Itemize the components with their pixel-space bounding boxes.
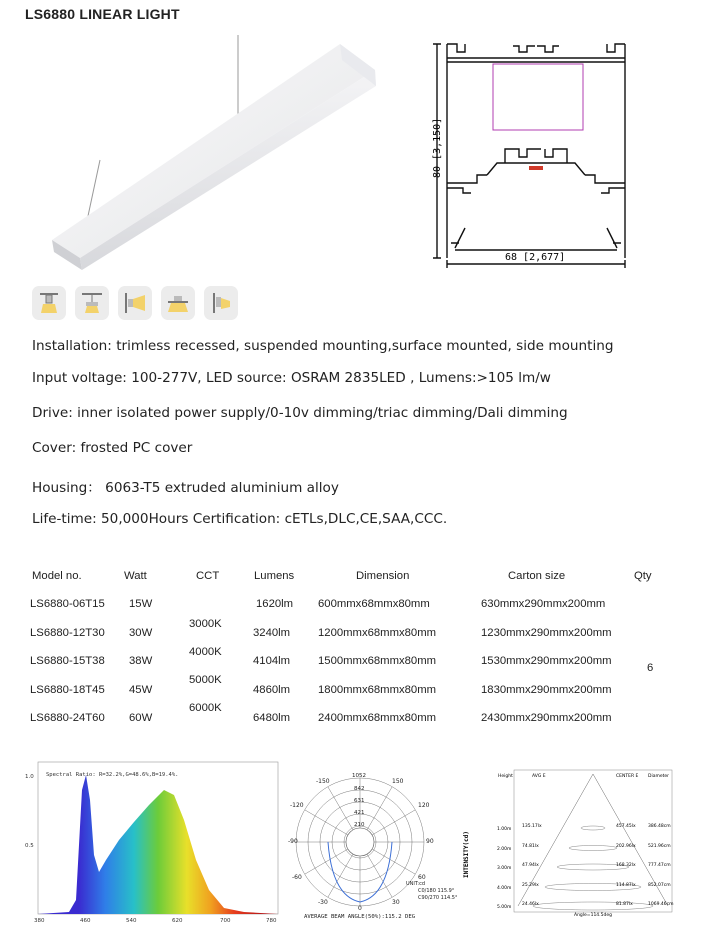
cone-row2-center: 202.96lx [616, 844, 636, 849]
cone-row2-dia: 521.96cm [648, 844, 671, 849]
th-cct: CCT [196, 570, 220, 582]
cone-row1-center: 457.45lx [616, 824, 636, 829]
cone-row4-height: 4.00m [497, 886, 512, 891]
angle-label-30: 30 [392, 899, 400, 906]
y-label-1: 1.0 [25, 774, 34, 780]
th-dimension: Dimension [356, 570, 410, 582]
ring-label-842: 842 [354, 786, 365, 792]
angle-label-150: 150 [392, 778, 404, 785]
row3-dimension: 1500mmx68mmx80mm [318, 655, 437, 667]
polar-unit: UNIT:cd [406, 881, 425, 887]
spec-lifetime: Life-time: 50,000Hours Certification: cETLs,DLC,CE,SAA,CCC. [32, 511, 448, 527]
surface-mount-icon [161, 286, 195, 320]
cone-row5-center: 81.87lx [616, 902, 633, 907]
profile-cross-section-drawing [425, 38, 645, 270]
angle-label-neg60: -60 [292, 874, 302, 881]
side-wall-mount-icon [204, 286, 238, 320]
cone-header-height: Height [498, 774, 513, 779]
row4-lumens: 4860lm [253, 684, 291, 696]
row5-dimension: 2400mmx68mmx80mm [318, 712, 437, 724]
side-mount-icon [118, 286, 152, 320]
cct-3000k: 3000K [189, 618, 222, 630]
row1-lumens: 1620lm [256, 598, 294, 610]
row1-model: LS6880-06T15 [30, 598, 105, 610]
angle-label-neg150: -150 [316, 778, 330, 785]
spectrum-chart [24, 760, 282, 926]
row1-dimension: 600mmx68mmx80mm [318, 598, 430, 610]
angle-label-0: 0 [358, 905, 362, 912]
row2-watt: 30W [129, 627, 153, 639]
cct-6000k: 6000K [189, 702, 222, 714]
angle-label-neg30: -30 [318, 899, 328, 906]
ring-label-631: 631 [354, 798, 365, 804]
spectral-ratio-text: Spectral Ratio: R=32.2%,G=48.6%,B=19.4%. [46, 772, 179, 778]
th-qty: Qty [634, 570, 652, 582]
cone-row5-avg: 24.46lx [522, 902, 539, 907]
row4-carton: 1830mmx290mmx200mm [481, 684, 612, 696]
spec-cover: Cover: frosted PC cover [32, 440, 193, 456]
spec-housing: Housing： 6063-T5 extruded aluminium alloy [32, 480, 339, 496]
cone-row4-avg: 25.29lx [522, 883, 539, 888]
ring-label-421: 421 [354, 810, 365, 816]
ring-label-210: 210 [354, 822, 365, 828]
cone-row3-avg: 47.94lx [522, 863, 539, 868]
y-label-05: 0.5 [25, 843, 34, 849]
row5-carton: 2430mmx290mmx200mm [481, 712, 612, 724]
cone-row1-height: 1.00m [497, 827, 512, 832]
row3-watt: 38W [129, 655, 153, 667]
angle-label-neg90: -90 [288, 838, 298, 845]
cone-header-avg: AVG E [532, 774, 546, 779]
qty-value: 6 [647, 662, 654, 674]
cct-4000k: 4000K [189, 646, 222, 658]
spec-installation: Installation: trimless recessed, suspended mounting,surface mounted, side mounting [32, 338, 614, 354]
spec-input: Input voltage: 100-277V, LED source: OSRAM 2835LED , Lumens:>105 lm/w [32, 370, 551, 386]
cone-header-center: CENTER E [616, 774, 639, 779]
page-title: LS6880 LINEAR LIGHT [25, 6, 180, 22]
angle-label-120: 120 [418, 802, 430, 809]
row4-model: LS6880-18T45 [30, 684, 105, 696]
th-carton: Carton size [508, 570, 566, 582]
height-dimension-label: 80 [3,150] [432, 117, 443, 178]
row3-carton: 1530mmx290mmx200mm [481, 655, 612, 667]
row3-lumens: 4104lm [253, 655, 291, 667]
cone-header-diameter: Diameter [648, 774, 670, 779]
mounting-icons [32, 286, 238, 320]
row3-model: LS6880-15T38 [30, 655, 105, 667]
beam-angle-text: AVERAGE BEAM ANGLE(50%):115.2 DEG [304, 914, 416, 920]
product-photo [40, 30, 400, 280]
row2-dimension: 1200mmx68mmx80mm [318, 627, 437, 639]
row2-lumens: 3240lm [253, 627, 291, 639]
x-label-620: 620 [172, 918, 183, 924]
x-label-780: 780 [266, 918, 277, 924]
cone-row4-dia: 852.07cm [648, 883, 671, 888]
cone-row2-avg: 74.81lx [522, 844, 539, 849]
row1-watt: 15W [129, 598, 153, 610]
cone-angle: Angle=114.5deg [574, 913, 612, 918]
cone-row5-dia: 1069.46cm [648, 902, 674, 907]
th-watt: Watt [124, 570, 147, 582]
row4-dimension: 1800mmx68mmx80mm [318, 684, 437, 696]
row5-watt: 60W [129, 712, 153, 724]
cone-row2-height: 2.00m [497, 847, 512, 852]
angle-label-60: 60 [418, 874, 426, 881]
cone-row1-dia: 386.48cm [648, 824, 671, 829]
polar-intensity-chart [288, 768, 478, 920]
cone-row4-center: 114.87lx [616, 883, 636, 888]
x-label-700: 700 [220, 918, 231, 924]
row2-carton: 1230mmx290mmx200mm [481, 627, 612, 639]
spec-drive: Drive: inner isolated power supply/0-10v dimming/triac dimming/Dali dimming [32, 405, 568, 421]
legend-c0: C0/180 115.9° [418, 888, 455, 894]
illuminance-cone-chart [496, 766, 676, 918]
cone-row3-dia: 777.47cm [648, 863, 671, 868]
row4-watt: 45W [129, 684, 153, 696]
th-model: Model no. [32, 570, 82, 582]
cone-row3-height: 3.00m [497, 866, 512, 871]
row1-carton: 630mmx290mmx200mm [481, 598, 606, 610]
angle-label-90: 90 [426, 838, 434, 845]
cct-5000k: 5000K [189, 674, 222, 686]
width-dimension-label: 68 [2,677] [505, 252, 566, 263]
cone-row1-avg: 135.17lx [522, 824, 542, 829]
suspended-mount-icon [75, 286, 109, 320]
row5-lumens: 6480lm [253, 712, 291, 724]
row5-model: LS6880-24T60 [30, 712, 105, 724]
x-label-380: 380 [34, 918, 45, 924]
ring-label-1052: 1052 [352, 773, 366, 779]
recessed-mount-icon [32, 286, 66, 320]
cone-row5-height: 5.00m [497, 905, 512, 910]
x-label-540: 540 [126, 918, 137, 924]
angle-label-neg120: -120 [290, 802, 304, 809]
cone-row3-center: 168.32lx [616, 863, 636, 868]
th-lumens: Lumens [254, 570, 295, 582]
row2-model: LS6880-12T30 [30, 627, 105, 639]
legend-c90: C90/270 114.5° [418, 895, 458, 901]
x-label-460: 460 [80, 918, 91, 924]
intensity-axis-label: INTENSITY(cd) [463, 831, 470, 878]
